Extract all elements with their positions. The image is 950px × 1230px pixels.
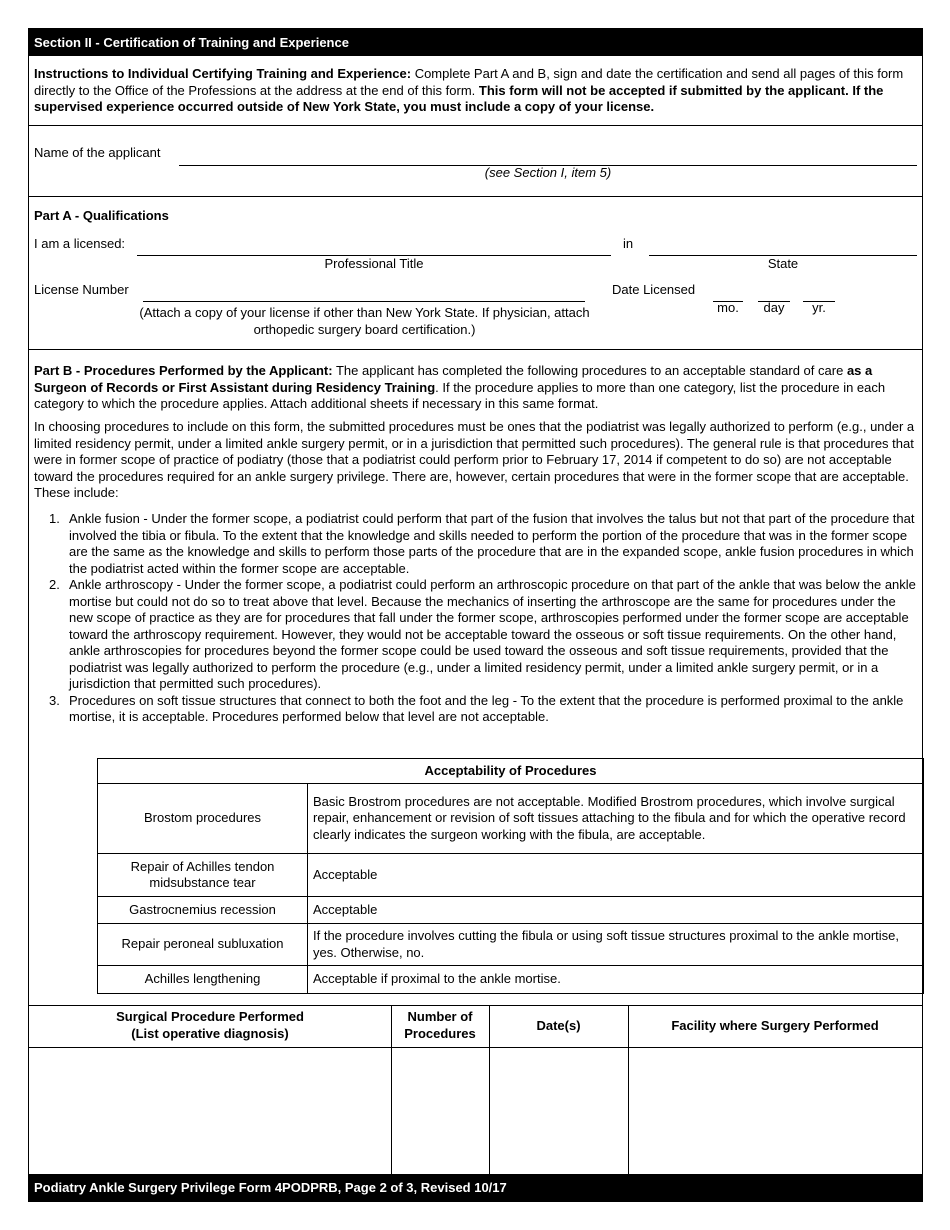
acceptability-cell: Acceptable [308,854,924,897]
footer-bar: Podiatry Ankle Surgery Privilege Form 4PODPRB, Page 2 of 3, Revised 10/17 [29,1174,922,1201]
instructions-body: Complete Part A and B, sign and date the certification and send all pages of this form directly to the Office of the Professions at the address at the end of this form. [34,66,904,98]
surgical-procedure-header-line2: (List operative diagnosis) [131,1025,289,1041]
acceptability-cell: If the procedure involves cutting the fibula or using soft tissue structures proximal to the ankle mortise, yes. Otherwise, no. [308,924,924,966]
procedure-list [49,511,919,726]
part-b-title: Part B - Procedures Performed by the Applicant: [34,363,333,378]
list-item [49,692,919,726]
applicant-name-label: Name of the applicant [34,145,161,160]
dates-field[interactable] [493,1053,624,1171]
surgical-procedure-field[interactable] [33,1053,387,1171]
table-row [98,897,924,924]
list-item-number: 3. [49,692,60,708]
facility-header: Facility where Surgery Performed [671,1018,879,1033]
day-caption: day [763,300,785,315]
instructions-lead: Instructions to Individual Certifying Training and Experience: [34,66,412,81]
licensed-label: I am a licensed: [34,236,126,251]
in-label: in [623,236,634,251]
instructions-warning: This form will not be accepted if submitted by the applicant. If the supervised experience occurred outside of New York State, you must include a copy of your license. [34,82,884,114]
month-caption: mo. [717,300,739,315]
date-licensed-label: Date Licensed [612,282,696,297]
procedure-cell: Gastrocnemius recession [98,897,308,924]
facility-field[interactable] [632,1053,918,1171]
acceptability-cell: Basic Brostrom procedures are not acceptable. Modified Brostrom procedures, which involve surgical repair, enhancement or revision of soft tissues attaching to the fibula and for which the operative record clearly indicates the surgeon working with the fibula, are acceptable. [308,784,924,854]
part-b-intro-text: The applicant has completed the following procedures to an acceptable standard of care [335,363,844,378]
list-item-number: 1. [49,511,60,526]
license-number-underline [143,301,585,302]
applicant-name-note: (see Section I, item 5) [484,165,612,180]
part-a-title: Part A - Qualifications [34,208,169,223]
professional-title-caption: Professional Title [324,256,424,271]
license-note: (Attach a copy of your license if other than New York State. If physician, attach orthopedic surgery board certification.) [139,305,590,337]
license-number-label: License Number [34,282,129,297]
number-header-line2: Procedures [404,1025,476,1041]
table-row [98,966,924,994]
form-page [28,28,923,1202]
number-of-procedures-field[interactable] [395,1053,485,1171]
divider [29,349,922,350]
professional-title-field[interactable] [139,236,609,256]
state-field[interactable] [651,236,916,256]
surgical-procedure-header-line1: Surgical Procedure Performed [116,1009,304,1024]
acceptability-table-title: Acceptability of Procedures [98,759,924,784]
table-row [98,784,924,854]
table-header-row [98,759,924,784]
procedure-cell: Achilles lengthening [98,966,308,994]
part-b-intro-text-2: . If the procedure applies to more than one category, list the procedure in each category to which the procedure applies. Attach additional sheets if necessary in this same format. [34,379,886,411]
part-b-intro-bold: as a Surgeon of Records or First Assistant during Residency Training [34,363,873,395]
table-row [98,854,924,897]
table-row [98,924,924,966]
section-header: Section II - Certification of Training and Experience [29,29,922,56]
list-item-number: 2. [49,577,60,592]
license-number-field[interactable] [145,282,583,302]
list-item-text: Ankle fusion - Under the former scope, a podiatrist could perform that part of the fusion that involves the talus but not that part of the procedure that involved the tibia or fibula. To the extent that the knowledge and skills needed to perform the portion of the procedure that was in the former scope are the same as the knowledge and skills to perform those parts of the procedure that are in the expanded scope, ankle fusion procedures in which the podiatrist acted within the former scope are acceptable. [69,511,915,576]
list-item [49,511,919,577]
instructions [34,66,918,116]
number-header-line1: Number of [407,1009,473,1024]
list-item-text: Ankle arthroscopy - Under the former scope, a podiatrist could perform an arthroscopic procedure on that part of the ankle that was below the ankle mortise but could not do so to treat above that level. Because the mechanics of inserting the arthroscope are the same for procedures under the new scope of practice as they are for procedures that fall under the former scope, arthroscopies performed under the former scope are acceptable toward the arthroscopy requirement. However, they would not be acceptable toward the osseous or soft tissue requirements. On the other hand, ankle arthroscopies for procedures beyond the former scope could be used toward the osseous and soft tissue requirements, provided that the podiatrist was legally authorized to perform the procedure (e.g., under a limited residency permit, under a limited ankle surgery permit, or in a jurisdiction that permitted such procedures). [69,577,916,691]
state-caption: State [767,256,799,271]
acceptability-cell: Acceptable [308,897,924,924]
acceptability-cell: Acceptable if proximal to the ankle mortise. [308,966,924,994]
dates-header: Date(s) [536,1018,581,1033]
divider [29,1005,922,1006]
part-b-intro [34,363,918,413]
number-of-procedures-header [391,1009,489,1042]
procedure-cell: Repair of Achilles tendon midsubstance tear [98,854,308,897]
procedure-cell: Brostom procedures [98,784,308,854]
procedure-cell: Repair peroneal subluxation [98,924,308,966]
part-b-paragraph: In choosing procedures to include on this form, the submitted procedures must be ones that the podiatrist was legally authorized to perform (e.g., under a limited residency permit, under a limited ankle surgery permit, or in a jurisdiction that permitted such procedures). The general rule is that procedures that were in former scope of practice of podiatry (those that a podiatrist could perform prior to February 17, 2014 if competent to do so) are not acceptable toward the procedures required for an ankle surgery privilege. There are, however, certain procedures that were in the former scope that are acceptable. These include: [34,419,915,500]
applicant-name-field[interactable] [181,145,916,165]
divider [29,196,922,197]
year-caption: yr. [812,300,826,315]
list-item-text: Procedures on soft tissue structures that connect to both the foot and the leg - To the extent that the procedure is performed proximal to the ankle mortise, it is acceptable. Procedures performed below that level are not acceptable. [69,692,904,724]
divider [29,125,922,126]
divider [29,1047,922,1048]
surgical-procedure-header [29,1009,391,1042]
acceptability-table [97,758,924,994]
list-item [49,577,919,693]
